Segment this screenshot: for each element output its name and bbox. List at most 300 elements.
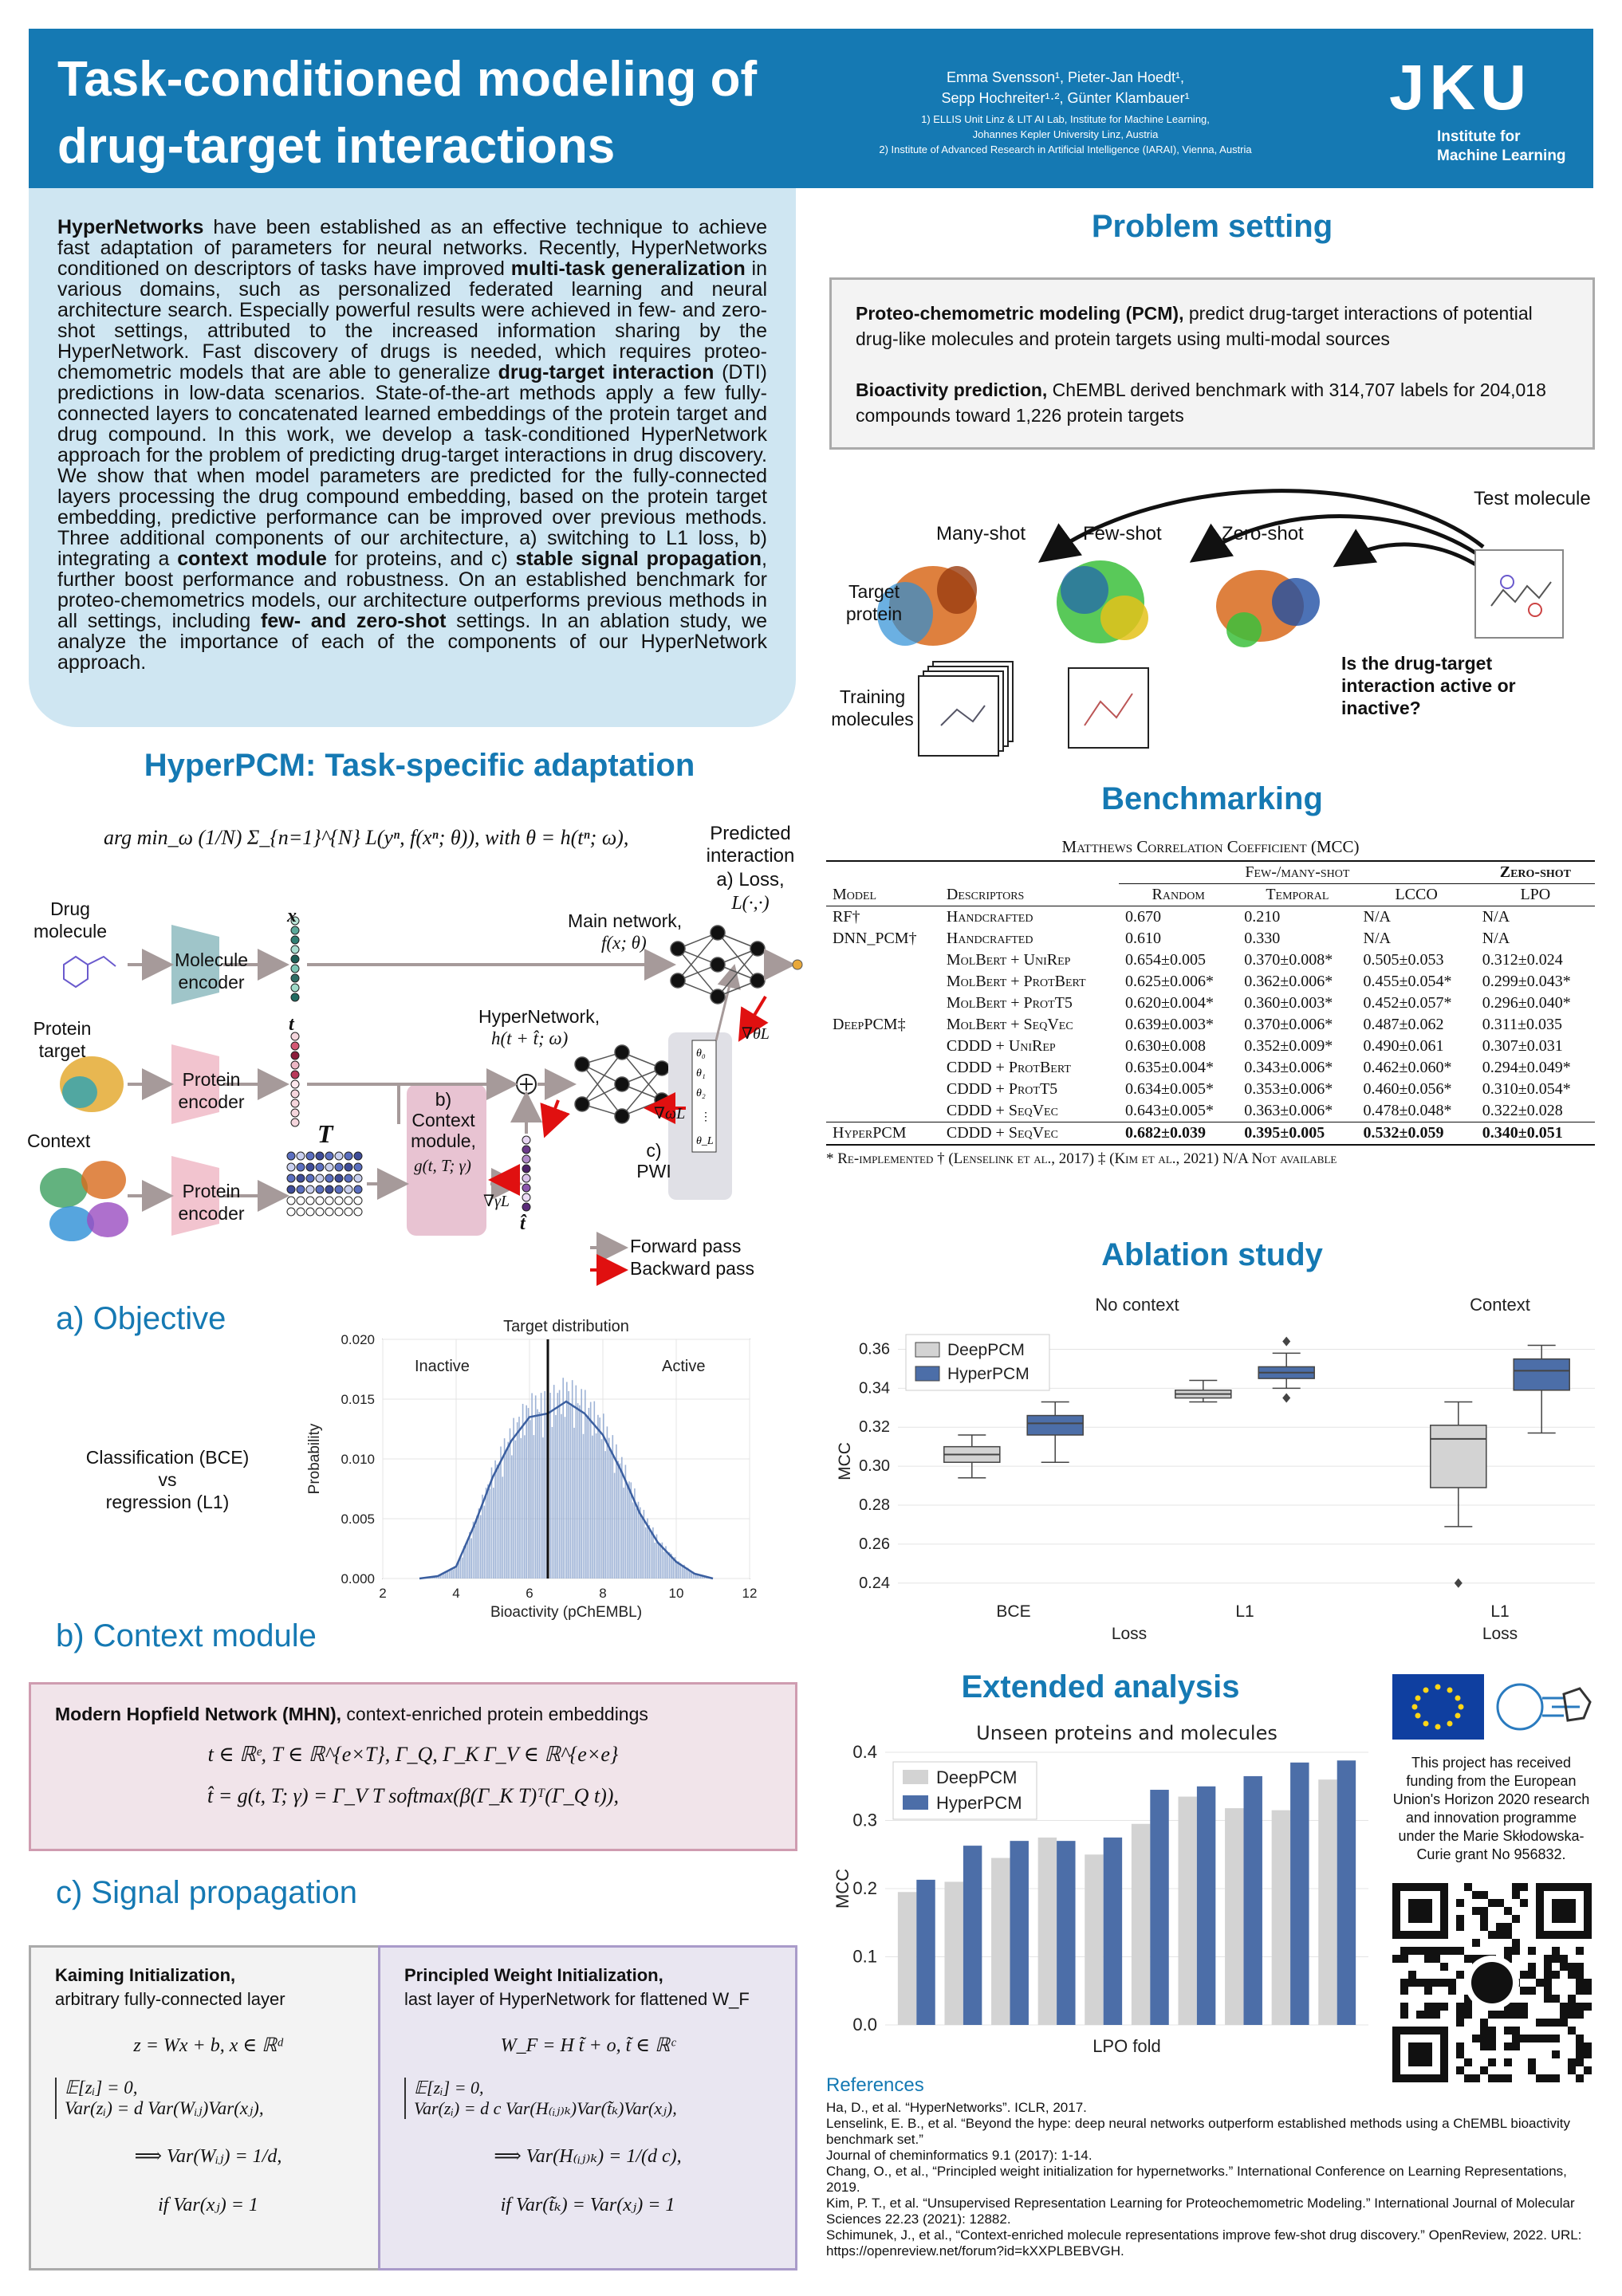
pwi-text: last layer of HyperNetwork for flattened W_F [404, 1989, 750, 2009]
qr-module [1424, 2003, 1432, 2011]
hist-bar [601, 1439, 603, 1578]
legend-label-hyper: HyperPCM [947, 1365, 1029, 1383]
legend-swatch-deep [903, 1770, 928, 1784]
abstract-text-4: in various domains, such as personalized federated learning and neural architecture search. Especially powerful results were achieved in few- and zero-shot settings, attributed to the increased information sharing by the HyperNetwork. Fast discovery of drugs is needed, which requires proteo-chemometric models that are able to generalize [57, 258, 767, 383]
hist-bar [539, 1412, 541, 1578]
col-lcco: LCCO [1395, 886, 1438, 903]
qr-module [1400, 1947, 1408, 1955]
qr-module [1432, 2003, 1440, 2011]
qr-module [1504, 1947, 1512, 1955]
qr-module [1488, 1899, 1496, 1907]
qr-module [1480, 2066, 1488, 2074]
y-tick-label: 0.005 [341, 1512, 375, 1527]
qr-module [1528, 1963, 1536, 1971]
label-loss: a) Loss, [716, 869, 785, 890]
hist-bar [592, 1436, 593, 1578]
qr-module [1472, 1891, 1480, 1899]
eu-flag-icon [1392, 1674, 1484, 1740]
arrow-zero [1340, 545, 1483, 569]
hist-bar [528, 1408, 530, 1578]
hist-bar [552, 1427, 553, 1578]
qr-module [1440, 2003, 1448, 2011]
hist-bar [586, 1417, 588, 1578]
qr-module [1520, 2011, 1528, 2019]
qr-module [1552, 2050, 1560, 2058]
table-row [826, 906, 1595, 929]
hist-bar [530, 1420, 531, 1578]
table-row [826, 1122, 1595, 1146]
x-tick-label: 8 [599, 1586, 607, 1601]
bar [898, 1892, 916, 2025]
qr-module [1432, 1979, 1440, 1987]
hist-bar [559, 1390, 561, 1578]
legend-swatch-hyper [915, 1366, 939, 1381]
qr-module [1432, 2011, 1440, 2019]
label-target-protein: Target protein [845, 581, 903, 624]
abstract-bold-9: stable signal propagation [515, 548, 762, 570]
table-cell-temporal: 0.353±0.006* [1244, 1080, 1333, 1098]
hist-bar [502, 1476, 504, 1578]
svg-text:⋮: ⋮ [700, 1111, 711, 1123]
qr-module [1448, 1979, 1456, 1987]
hist-bar [576, 1386, 577, 1578]
affil-line-1: 1) ELLIS Unit Linz & LIT AI Lab, Institute for Machine Learning, [921, 113, 1210, 125]
x-tick-label: 4 [452, 1586, 460, 1601]
qr-module [1496, 1931, 1504, 1939]
hist-bar [649, 1525, 651, 1578]
label-hypernetwork: HyperNetwork, [478, 1006, 600, 1027]
hist-bar [667, 1553, 669, 1578]
y-tick-label: 0.36 [859, 1340, 890, 1358]
prediction-output [793, 960, 802, 969]
hist-bar [500, 1446, 502, 1578]
kaiming-eq-4: if Var(xⱼ) = 1 [158, 2195, 258, 2215]
hist-bar [504, 1438, 506, 1578]
qr-module [1424, 1979, 1432, 1987]
qr-module [1400, 2011, 1408, 2019]
qr-module [1520, 1899, 1528, 1907]
label-forward-pass: Forward pass [630, 1236, 742, 1256]
hist-bar [480, 1515, 482, 1578]
qr-module [1432, 1947, 1440, 1955]
qr-module [1480, 1923, 1488, 1931]
table-cell-lpo: 0.310±0.054* [1482, 1080, 1571, 1098]
bar [1272, 1810, 1290, 2025]
objective-text-2: vs [158, 1469, 177, 1490]
y-axis-label: Probability [306, 1423, 323, 1495]
x-tick-label: L1 [1235, 1602, 1254, 1621]
hist-bar [651, 1531, 652, 1578]
hist-bar [542, 1437, 544, 1578]
hist-bar [513, 1418, 514, 1578]
table-cell-model [826, 993, 940, 1014]
mhn-description [55, 1704, 771, 1725]
hist-bar [594, 1402, 596, 1578]
reference-item: Journal of cheminformatics 9.1 (2017): 1-14. [826, 2148, 1092, 2163]
qr-module [1456, 2042, 1464, 2050]
qr-module [1400, 1955, 1408, 1963]
reference-item: Ha, D., et al. “HyperNetworks”. ICLR, 2017. [826, 2100, 1087, 2115]
table-cell-model: DeepPCM‡ [833, 1016, 906, 1033]
x-axis-label: LPO fold [1092, 2036, 1161, 2056]
col-descriptors: Descriptors [946, 885, 1025, 903]
table-cell-desc: MolBert + ProtBert [946, 973, 1086, 990]
hist-bar [484, 1506, 486, 1578]
qr-module [1544, 2019, 1552, 2027]
qr-module [1424, 1987, 1432, 1995]
qr-module [1568, 1963, 1576, 1971]
y-axis-label: MCC [836, 1442, 854, 1480]
bar [1225, 1808, 1243, 2025]
mhn-equation-2: t̂ = g(t, T; γ) = Γ_V T softmax(β(Γ_K T)ᵀ(Γ_Q t)), [207, 1784, 619, 1807]
header-zero-shot: Zero-shot [1476, 861, 1595, 884]
abstract-text-2: have been established as an effective technique to achieve fast adaptation of parameters for neural networks. Recently, HyperNetworks conditioned on descriptors of tasks have improved [57, 216, 767, 280]
table-cell-lpo: 0.312±0.024 [1482, 951, 1563, 969]
x-tick-label: 6 [526, 1586, 533, 1601]
hist-bar [511, 1455, 513, 1578]
pwi-eq-2b: Var(zᵢ) = d c Var(H₍ᵢⱼ₎ₖ)Var(t̃ₖ)Var(xⱼ), [414, 2098, 677, 2118]
bar [1085, 1854, 1103, 2025]
x-axis-label: Bioactivity (pChEMBL) [490, 1604, 643, 1621]
table-cell-desc: Handcrafted [946, 908, 1033, 926]
qr-module [1544, 1963, 1552, 1971]
table-cell-random: 0.610 [1125, 930, 1162, 947]
qr-module [1544, 1979, 1552, 1987]
protein-target-icon [60, 1056, 124, 1112]
label-grad-gamma: ∇γL [483, 1193, 510, 1210]
qr-module [1528, 1971, 1536, 1979]
kaiming-box [29, 1945, 388, 2270]
table-cell-model [826, 1100, 940, 1122]
y-tick-label: 0.010 [341, 1452, 375, 1467]
qr-module [1512, 2003, 1520, 2011]
hist-bar [497, 1464, 498, 1578]
col-temporal: Temporal [1266, 886, 1329, 903]
bar [1132, 1824, 1150, 2025]
reference-item: Schimunek, J., et al., “Context-enriched molecule representations improve few-shot drug discovery.” OpenReview, 2022. URL: https://openreview.net/forum?id=kXXPLBEBVGH. [826, 2227, 1582, 2259]
qr-module [1472, 1907, 1480, 1915]
table-cell-lcco: 0.452±0.057* [1363, 994, 1452, 1012]
hist-bar [507, 1442, 509, 1578]
qr-module [1576, 2050, 1584, 2058]
y-tick-label: 0.26 [859, 1535, 890, 1553]
pwi-bold: Principled Weight Initialization, [404, 1965, 663, 1985]
table-cell-temporal: 0.352±0.009* [1244, 1037, 1333, 1055]
qr-module [1424, 1947, 1432, 1955]
table-cell-desc: MolBert + SeqVec [946, 1016, 1073, 1033]
qr-module [1576, 1987, 1584, 1995]
qr-module [1456, 2003, 1464, 2011]
objective-title: a) Objective [56, 1301, 226, 1336]
label-context-module: b) Context module, [411, 1089, 476, 1151]
box [1431, 1425, 1486, 1488]
hist-bar [623, 1488, 624, 1578]
table-cell-model: RF† [833, 908, 860, 926]
table-title: Matthews Correlation Coefficient (MCC) [1061, 837, 1360, 856]
x-axis-label: Loss [1111, 1625, 1148, 1643]
qr-code [1392, 1883, 1592, 2082]
bar [1178, 1797, 1196, 2025]
target-distribution-chart [287, 1307, 766, 1621]
abstract-bold-1: HyperNetworks [57, 216, 204, 238]
funding-logos [1392, 1674, 1592, 1746]
hist-bar [549, 1393, 551, 1578]
qr-module [1488, 2011, 1496, 2019]
table-cell-desc: CDDD + UniRep [946, 1037, 1056, 1055]
qr-module [1496, 1923, 1504, 1931]
label-t: t [289, 1014, 294, 1035]
reference-item: Kim, P. T., et al. “Unsupervised Representation Learning for Proteochemometric Modeling.” International Journal of Molecular Sciences 22.23 (2021): 12882. [826, 2196, 1575, 2227]
hist-bar [478, 1508, 480, 1578]
bar [1150, 1790, 1168, 2025]
hist-bar [449, 1571, 451, 1578]
hist-bar [663, 1551, 665, 1578]
hist-bar [466, 1545, 467, 1578]
table-cell-temporal: 0.343±0.006* [1244, 1059, 1333, 1076]
abstract-text-12: settings. In an ablation study, we analyze the importance of each of the components of our HyperNetwork approach. [57, 610, 767, 674]
qr-module [1456, 2066, 1464, 2074]
qr-module [1560, 2019, 1568, 2027]
qr-module [1504, 1931, 1512, 1939]
y-tick-label: 0.24 [859, 1574, 890, 1592]
hist-bar [531, 1393, 533, 1578]
t-hat-vector [522, 1136, 530, 1211]
qr-module [1456, 1915, 1464, 1923]
abstract-bold-5: drug-target interaction [498, 361, 715, 383]
qr-module [1560, 1963, 1568, 1971]
qr-finder-core [1552, 1899, 1576, 1923]
table-cell-lpo: 0.294±0.049* [1482, 1059, 1571, 1076]
label-T: T [317, 1119, 333, 1148]
qr-module [1512, 1939, 1520, 1947]
table-cell-lpo: 0.340±0.051 [1482, 1124, 1563, 1142]
qr-module [1568, 2058, 1576, 2066]
hist-bar [443, 1574, 445, 1578]
hist-bar [640, 1508, 641, 1578]
hist-bar [596, 1433, 597, 1578]
table-cell-lcco: 0.490±0.061 [1363, 1037, 1444, 1055]
protein-few [1057, 560, 1148, 643]
qr-module [1480, 1907, 1488, 1915]
reference-item: Chang, O., et al., “Principled weight initialization for hypernetworks.” International Conference on Learning Representations, 2019. [826, 2164, 1567, 2195]
bar [963, 1846, 982, 2025]
hyperpcm-title: HyperPCM: Task-specific adaptation [144, 748, 695, 783]
affil-line-3: 2) Institute of Advanced Research in Artificial Intelligence (IARAI), Vienna, Austria [879, 144, 1252, 155]
qr-module [1552, 1971, 1560, 1979]
y-tick-label: 0.30 [859, 1457, 890, 1476]
signal-title: c) Signal propagation [56, 1875, 358, 1910]
qr-module [1464, 1883, 1472, 1891]
hist-bar [641, 1518, 643, 1578]
table-cell-model [826, 1079, 940, 1100]
bar [1038, 1838, 1057, 2025]
bar [1318, 1779, 1337, 2025]
table-cell-model [826, 1036, 940, 1057]
qr-module [1552, 1947, 1560, 1955]
abstract-text-8: for proteins, and c) [326, 548, 516, 570]
table-cell-temporal: 0.362±0.006* [1244, 973, 1333, 990]
hist-bar [452, 1570, 454, 1578]
problem-figure [829, 470, 1595, 773]
bar [916, 1880, 935, 2025]
hist-bar [486, 1488, 487, 1578]
qr-module [1408, 1971, 1416, 1979]
hist-bar [524, 1435, 526, 1578]
hist-bar [458, 1563, 459, 1578]
table-row [826, 928, 1595, 949]
table-cell-lcco: 0.478±0.048* [1363, 1102, 1452, 1119]
hist-bar [544, 1391, 545, 1578]
qr-module [1520, 2035, 1528, 2042]
qr-module [1440, 1979, 1448, 1987]
mhn-text: context-enriched protein embeddings [341, 1704, 648, 1724]
pwi-eq-2a: 𝔼[zᵢ] = 0, [414, 2078, 484, 2097]
label-training-molecules: Training molecules [831, 686, 914, 729]
hist-bar [645, 1527, 647, 1578]
pcm-text: predict drug-target interactions of potential drug-like molecules and protein targets using multi-modal sources [856, 303, 1533, 349]
qr-module [1496, 2011, 1504, 2019]
title-line-1: Task-conditioned modeling of [57, 52, 758, 107]
col-random: Random [1152, 886, 1205, 903]
T-matrix [287, 1152, 362, 1216]
qr-module [1488, 2042, 1496, 2050]
hist-bar [565, 1417, 566, 1578]
hist-bar [517, 1422, 518, 1578]
hist-bar [672, 1559, 674, 1578]
hist-bar [566, 1382, 568, 1578]
x-tick-label: BCE [996, 1602, 1031, 1621]
benchmark-table-wrap [826, 837, 1595, 1168]
hist-bar [590, 1402, 592, 1578]
label-drug-molecule: Drug molecule [33, 898, 108, 942]
hist-bar [610, 1449, 612, 1578]
qr-module [1576, 2011, 1584, 2019]
drug-molecule-icon [64, 957, 116, 987]
qr-module [1400, 1987, 1408, 1995]
hist-bar [493, 1488, 494, 1578]
qr-module [1416, 1979, 1424, 1987]
qr-module [1544, 2035, 1552, 2042]
problem-box [829, 277, 1595, 450]
table-cell-lpo: N/A [1482, 908, 1510, 926]
qr-module [1576, 1947, 1584, 1955]
qr-module [1528, 2035, 1536, 2042]
kaiming-eq-1: z = Wx + b, x ∈ ℝᵈ [133, 2035, 283, 2056]
label-molecule-encoder: Molecule encoder [174, 949, 249, 993]
table-cell-temporal: 0.370±0.006* [1244, 1016, 1333, 1033]
y-tick-label: 0.0 [852, 2015, 877, 2035]
qr-module [1544, 1987, 1552, 1995]
qr-module [1576, 2042, 1584, 2050]
table-cell-temporal: 0.363±0.006* [1244, 1102, 1333, 1119]
bar [1244, 1776, 1262, 2025]
hist-bar [654, 1543, 655, 1578]
box [1027, 1416, 1083, 1435]
table-cell-random: 0.635±0.004* [1125, 1059, 1215, 1076]
qr-module [1536, 2019, 1544, 2027]
table-cell-model [826, 971, 940, 993]
qr-module [1488, 1931, 1496, 1939]
hist-bar [470, 1538, 472, 1578]
y-tick-label: 0.000 [341, 1571, 375, 1586]
legend-label-deep: DeepPCM [936, 1767, 1018, 1787]
qr-module [1464, 1955, 1472, 1963]
hist-bar [620, 1464, 621, 1578]
qr-module [1584, 2066, 1592, 2074]
qr-module [1504, 2058, 1512, 2066]
affil-line-2: Johannes Kepler University Linz, Austria [972, 128, 1159, 140]
hist-bar [604, 1451, 606, 1578]
hist-bar [562, 1378, 564, 1578]
label-predicted: Predicted interaction [706, 823, 795, 867]
table-cell-desc: CDDD + ProtBert [946, 1059, 1071, 1076]
objective-text [64, 1446, 271, 1513]
kaiming-text: arbitrary fully-connected layer [55, 1989, 285, 2009]
qr-module [1488, 2027, 1496, 2035]
poster-title [57, 46, 855, 180]
table-cell-desc: Handcrafted [946, 930, 1033, 947]
hist-bar [533, 1435, 535, 1578]
qr-module [1520, 1987, 1528, 1995]
qr-module [1472, 2035, 1480, 2042]
table-cell-temporal: 0.370±0.008* [1244, 951, 1333, 969]
label-test-molecule: Test molecule [1474, 488, 1591, 509]
qr-module [1584, 2042, 1592, 2050]
hist-bar [695, 1575, 696, 1578]
inactive-label: Inactive [415, 1358, 470, 1375]
hist-bar [579, 1406, 581, 1578]
qr-module [1440, 1963, 1448, 1971]
bar [1057, 1841, 1075, 2025]
t-vector [291, 1032, 299, 1126]
hist-bar [682, 1566, 683, 1578]
qr-module [1464, 2058, 1472, 2066]
training-few [1069, 668, 1148, 748]
qr-module [1480, 1891, 1488, 1899]
mhn-equation-1: t ∈ ℝᵉ, T ∈ ℝ^{e×T}, Γ_Q, Γ_K Γ_V ∈ ℝ^{e×e} [207, 1743, 619, 1766]
qr-module [1504, 1907, 1512, 1915]
qr-module [1576, 1979, 1584, 1987]
table-cell-lcco: 0.487±0.062 [1363, 1016, 1444, 1033]
qr-module [1512, 1947, 1520, 1955]
x-tick-label: L1 [1490, 1602, 1510, 1621]
table-cell-lcco: 0.532±0.059 [1363, 1124, 1444, 1142]
table-cell-model: DNN_PCM† [833, 930, 917, 947]
benchmark-rows [826, 906, 1595, 1146]
qr-module [1536, 1979, 1544, 1987]
qr-module [1544, 1995, 1552, 2003]
qr-module [1472, 1939, 1480, 1947]
table-cell-random: 0.634±0.005* [1125, 1080, 1215, 1098]
qr-module [1456, 1947, 1464, 1955]
bar [991, 1858, 1010, 2025]
hist-bar [628, 1481, 630, 1578]
authors-line-1: Emma Svensson¹, Pieter-Jan Hoedt¹, [946, 69, 1185, 85]
title-line-2: drug-target interactions [57, 119, 616, 174]
hyperpcm-diagram [16, 901, 813, 1276]
qr-module [1504, 2027, 1512, 2035]
mhn-bold: Modern Hopfield Network (MHN), [55, 1704, 342, 1724]
y-axis-label: MCC [833, 1868, 852, 1909]
table-cell-lcco: 0.505±0.053 [1363, 951, 1444, 969]
bioactivity-description [856, 377, 1569, 428]
qr-module [1424, 1955, 1432, 1963]
table-cell-random: 0.625±0.006* [1125, 973, 1215, 990]
funding-text: This project has received funding from the European Union's Horizon 2020 research and innovation programme under the Marie Skłodowska-Curie grant No 956832. [1392, 1755, 1590, 1862]
objective-text-1: Classification (BCE) [85, 1447, 250, 1468]
label-main-symbol: f(x; θ) [601, 933, 647, 953]
box [1514, 1359, 1569, 1390]
